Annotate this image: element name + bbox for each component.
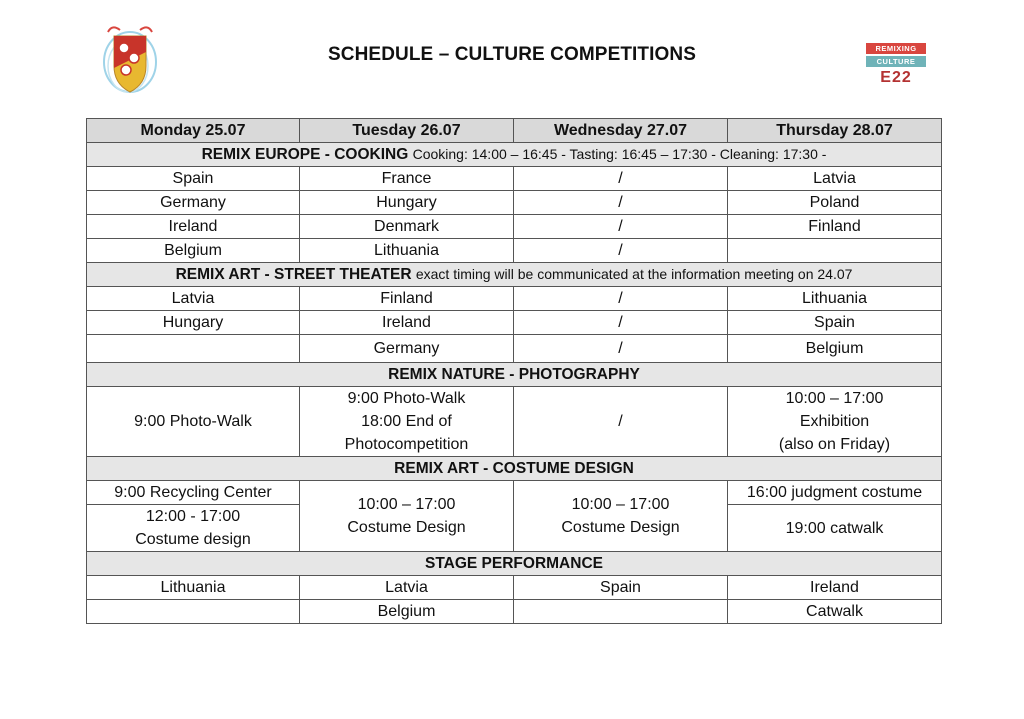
table-cell: Belgium [300, 600, 514, 624]
table-cell: France [300, 167, 514, 191]
table-cell [87, 600, 300, 624]
logo-line-3: E22 [880, 69, 912, 86]
page-title: SCHEDULE – CULTURE COMPETITIONS [328, 44, 696, 65]
table-cell: Latvia [300, 576, 514, 600]
table-cell: Germany [300, 335, 514, 363]
logo-line-2: CULTURE [866, 56, 926, 67]
table-row [87, 239, 942, 263]
section-title-cell [87, 143, 942, 167]
cell-line: Costume design [135, 531, 251, 548]
cell-line: 12:00 - 17:00 [145, 508, 241, 525]
table-cell: Ireland [728, 576, 942, 600]
table-cell: / [514, 191, 728, 215]
table-cell: Latvia [87, 287, 300, 311]
table-cell: Latvia [728, 167, 942, 191]
table-cell: 9:00 Recycling Center [87, 481, 300, 505]
cell-line: Exhibition [799, 413, 870, 430]
table-cell: / [514, 387, 728, 457]
section-costume-design [87, 457, 942, 481]
table-cell: 16:00 judgment costume [728, 481, 942, 505]
table-cell: / [514, 287, 728, 311]
section-title: REMIX EUROPE - COOKING [201, 146, 409, 163]
day-header-monday: Monday 25.07 [87, 119, 300, 143]
table-cell: Hungary [87, 311, 300, 335]
table-cell: / [514, 239, 728, 263]
table-row [87, 167, 942, 191]
section-title: REMIX NATURE - PHOTOGRAPHY [87, 363, 942, 387]
cell-line: 18:00 End of [361, 413, 452, 430]
table-cell: 19:00 catwalk [728, 505, 942, 552]
table-cell: Belgium [87, 239, 300, 263]
table-cell: Spain [728, 311, 942, 335]
logo-line-1: REMIXING [866, 43, 926, 54]
table-cell: Germany [87, 191, 300, 215]
table-row [87, 576, 942, 600]
day-header-tuesday: Tuesday 26.07 [300, 119, 514, 143]
table-cell [87, 505, 300, 552]
day-header-wednesday: Wednesday 27.07 [514, 119, 728, 143]
table-cell: / [514, 311, 728, 335]
schedule-table [86, 118, 942, 624]
table-cell: Denmark [300, 215, 514, 239]
cell-line: (also on Friday) [778, 436, 891, 453]
table-cell [514, 481, 728, 552]
table-cell: Finland [300, 287, 514, 311]
table-row [87, 215, 942, 239]
table-cell: / [514, 215, 728, 239]
section-title: REMIX ART - STREET THEATER [175, 266, 412, 283]
table-cell: / [514, 167, 728, 191]
cell-line: Photocompetition [344, 436, 469, 453]
table-row [87, 287, 942, 311]
table-cell: Ireland [300, 311, 514, 335]
section-title: STAGE PERFORMANCE [87, 552, 942, 576]
table-cell: / [514, 335, 728, 363]
cell-line: Costume Design [347, 519, 466, 536]
table-cell [300, 481, 514, 552]
table-row [87, 191, 942, 215]
table-row [87, 311, 942, 335]
cell-line: 10:00 – 17:00 [571, 496, 670, 513]
table-cell: Lithuania [300, 239, 514, 263]
table-cell: Ireland [87, 215, 300, 239]
table-cell [728, 239, 942, 263]
table-cell: 9:00 Photo-Walk [87, 387, 300, 457]
day-header-thursday: Thursday 28.07 [728, 119, 942, 143]
section-photography [87, 363, 942, 387]
table-cell: Hungary [300, 191, 514, 215]
section-title: REMIX ART - COSTUME DESIGN [87, 457, 942, 481]
table-cell: Finland [728, 215, 942, 239]
cell-line: Costume Design [561, 519, 680, 536]
table-cell: Spain [514, 576, 728, 600]
table-cell: Spain [87, 167, 300, 191]
table-cell [300, 387, 514, 457]
section-title-cell [87, 263, 942, 287]
table-row [87, 335, 942, 363]
section-note: exact timing will be communicated at the information meeting on 24.07 [415, 266, 853, 282]
table-cell: Lithuania [87, 576, 300, 600]
section-cooking [87, 143, 942, 167]
cell-line: 10:00 – 17:00 [785, 390, 884, 407]
table-row [87, 600, 942, 624]
table-cell [514, 600, 728, 624]
table-cell [728, 387, 942, 457]
table-cell: Poland [728, 191, 942, 215]
table-row [87, 481, 942, 505]
cell-line: 10:00 – 17:00 [357, 496, 456, 513]
table-row [87, 387, 942, 457]
table-cell: Lithuania [728, 287, 942, 311]
table-cell: Catwalk [728, 600, 942, 624]
section-street-theater [87, 263, 942, 287]
cell-line: 9:00 Photo-Walk [347, 390, 466, 407]
header-row [87, 119, 942, 143]
table-cell: Belgium [728, 335, 942, 363]
table-cell [87, 335, 300, 363]
section-note: Cooking: 14:00 – 16:45 - Tasting: 16:45 – 17:30 - Cleaning: 17:30 - [412, 146, 827, 162]
section-stage-performance [87, 552, 942, 576]
